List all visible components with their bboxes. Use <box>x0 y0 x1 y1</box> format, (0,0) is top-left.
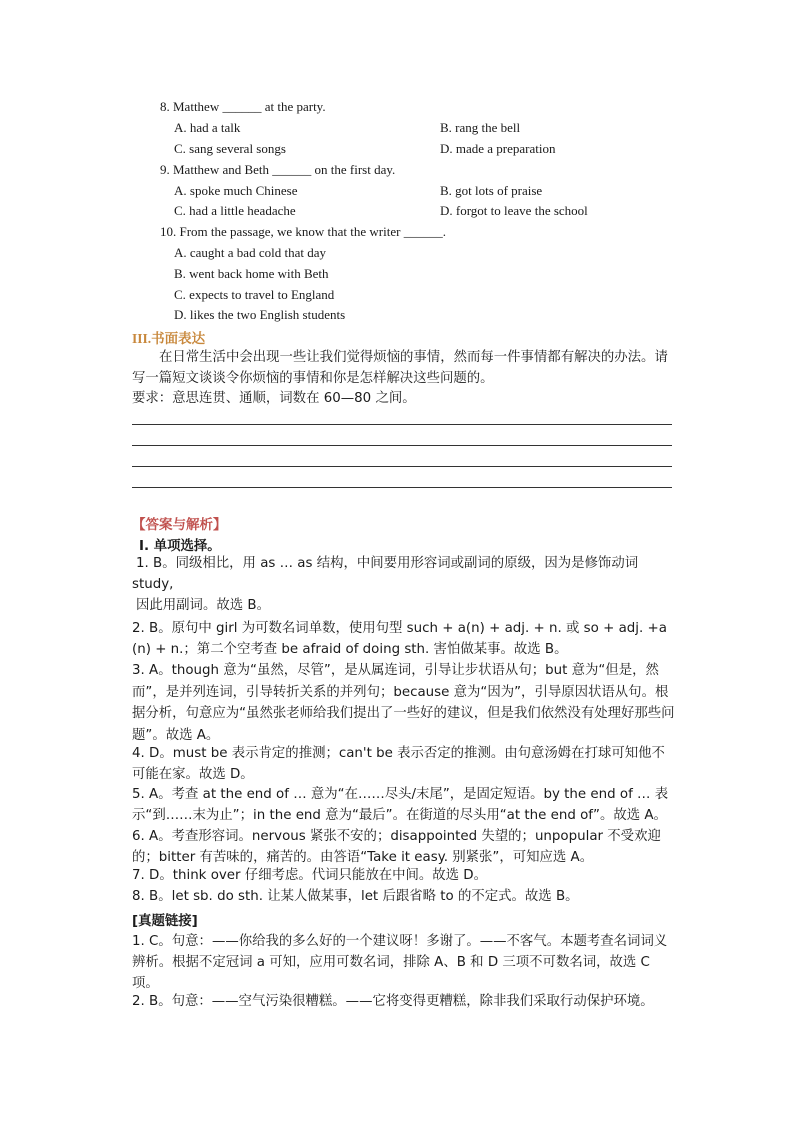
answer-1-line-2: study, <box>132 577 174 592</box>
question-9-stem: 9. Matthew and Beth ______ on the first day. <box>160 162 396 177</box>
question-9-option-d: D. forgot to leave the school <box>440 203 588 218</box>
answer-6: 6. A。考查形容词。nervous 紧张不安的；disappointed 失望的；unpopular 不受欢迎的；bitter 有苦味的，痛苦的。由答语“Take it easy. 别紧张”，可知应选 A。 <box>132 829 661 865</box>
question-8-option-a: A. had a talk <box>174 120 241 135</box>
question-10-option-b: B. went back home with Beth <box>174 266 329 281</box>
answer-1-line-3: 因此用副词。故选 B。 <box>136 598 270 613</box>
section-exam-link-heading: [真题链接] <box>132 914 198 929</box>
answers-heading: 【答案与解析】 <box>132 517 227 533</box>
answer-2: 2. B。原句中 girl 为可数名词单数，使用句型 such + a(n) + adj. + n. 或 so + adj. +a(n) + n.；第二个空考查 be afraid of doing sth. 害怕做某事。故选 B。 <box>132 621 667 657</box>
question-10-option-a: A. caught a bad cold that day <box>174 245 326 260</box>
answer-line-2 <box>132 445 672 446</box>
exam-link-answer-2: 2. B。句意：——空气污染很糟糕。——它将变得更糟糕，除非我们采取行动保护环境。 <box>132 994 654 1009</box>
section-single-choice-heading: I. 单项选择。 <box>139 539 221 554</box>
answer-5: 5. A。考查 at the end of … 意为“在……尽头/末尾”，是固定短语。by the end of … 表示“到……末为止”；in the end 意为“最后”。在街道的尽头用“at the end of”。故选 A。 <box>132 787 669 823</box>
answer-line-1 <box>132 424 672 425</box>
answer-7: 7. D。think over 仔细考虑。代词只能放在中间。故选 D。 <box>132 868 488 883</box>
answer-line-3 <box>132 466 672 467</box>
question-9-option-b: B. got lots of praise <box>440 183 543 198</box>
answer-line-4 <box>132 487 672 488</box>
question-8-option-b: B. rang the bell <box>440 120 521 135</box>
question-9-option-c: C. had a little headache <box>174 203 296 218</box>
exam-link-answer-1: 1. C。句意：——你给我的多么好的一个建议呀！多谢了。——不客气。本题考查名词词义辨析。根据不定冠词 a 可知，应用可数名词，排除 A、B 和 D 三项不可数名词，故选 C 项。 <box>132 934 668 991</box>
answer-3: 3. A。though 意为“虽然，尽管”，是从属连词，引导让步状语从句；but 意为“但是，然而”，是并列连词，引导转折关系的并列句；because 意为“因为”，引导原因状语从句。根据分析，句意应为“虽然张老师给我们提出了一些好的建议，但是我们依然没有处理好那些问题”。故选 A。 <box>132 663 675 743</box>
answer-8: 8. B。let sb. do sth. 让某人做某事，let 后跟省略 to 的不定式。故选 B。 <box>132 889 579 904</box>
question-8-option-d: D. made a preparation <box>440 141 556 156</box>
answer-4: 4. D。must be 表示肯定的推测；can't be 表示否定的推测。由句意汤姆在打球可知他不可能在家。故选 D。 <box>132 746 665 782</box>
writing-section-heading: III.书面表达 <box>132 331 206 346</box>
answer-1-line-1: 1. B。同级相比，用 as … as 结构，中间要用形容词或副词的原级，因为是修饰动词 <box>136 556 639 571</box>
writing-requirement: 要求：意思连贯、通顺，词数在 60—80 之间。 <box>132 391 416 406</box>
question-10-option-d: D. likes the two English students <box>174 307 346 322</box>
writing-prompt: 在日常生活中会出现一些让我们觉得烦恼的事情，然而每一件事情都有解决的办法。请写一篇短文谈谈令你烦恼的事情和你是怎样解决这些问题的。 <box>132 350 668 386</box>
question-10-stem: 10. From the passage, we know that the writer ______. <box>160 224 446 239</box>
question-8-option-c: C. sang several songs <box>174 141 286 156</box>
question-8-stem: 8. Matthew ______ at the party. <box>160 99 326 114</box>
question-10-option-c: C. expects to travel to England <box>174 287 335 302</box>
question-9-option-a: A. spoke much Chinese <box>174 183 298 198</box>
